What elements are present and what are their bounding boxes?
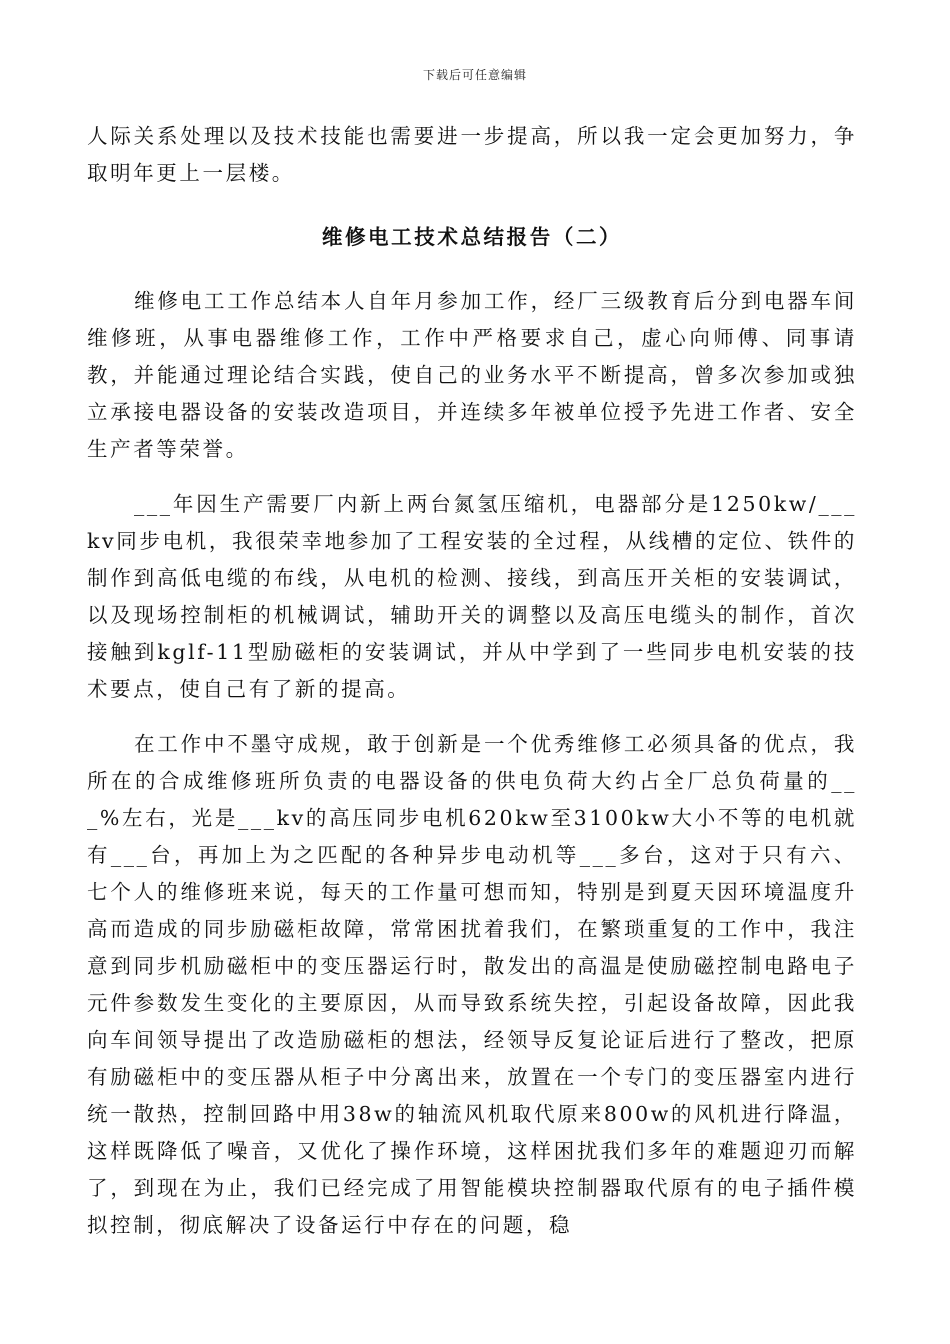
section-title: 维修电工技术总结报告（二） xyxy=(321,225,623,249)
body-paragraph-3: 在工作中不墨守成规，敢于创新是一个优秀维修工必须具备的优点，我所在的合成维修班所负责的电器设备的供电负荷大约占全厂总负荷量的___%左右，光是___kv的高压同步电机620kw至3100kw大小不等的电机就有___台，再加上为之匹配的各种异步电动机等___多台，这对于只有六、七个人的维修班来说，每天的工作量可想而知，特别是到夏天因环境温度升高而造成的同步励磁柜故障，常常困扰着我们，在繁琐重复的工作中，我注意到同步机励磁柜中的变压器运行时，散发出的高温是使励磁控制电路电子元件参数发生变化的主要原因，从而导致系统失控，引起设备故障，因此我向车间领导提出了改造励磁柜的想法，经领导反复论证后进行了整改，把原有励磁柜中的变压器从柜子中分离出来，放置在一个专门的变压器室内进行统一散热，控制回路中用38w的轴流风机取代原来800w的风机进行降温，这样既降低了噪音，又优化了操作环境，这样困扰我们多年的难题迎刃而解了，到现在为止，我们已经完成了用智能模块控制器取代原有的电子插件模拟控制，彻底解决了设备运行中存在的问题，稳 xyxy=(87,732,857,1237)
page-header-note: 下载后可任意编辑 xyxy=(422,68,527,82)
body-paragraph-2: ___年因生产需要厂内新上两台氮氢压缩机，电器部分是1250kw/___kv同步电机，我很荣幸地参加了工程安装的全过程，从线槽的定位、铁件的制作到高低电缆的布线，从电机的检测、接线，到高压开关柜的安装调试，以及现场控制柜的机械调试，辅助开关的调整以及高压电缆头的制作，首次接触到kglf-11型励磁柜的安装调试，并从中学到了一些同步电机安装的技术要点，使自己有了新的提高。 xyxy=(87,492,857,701)
document-body xyxy=(87,118,857,1244)
continuation-paragraph: 人际关系处理以及技术技能也需要进一步提高，所以我一定会更加努力，争取明年更上一层楼。 xyxy=(87,124,857,185)
body-paragraph-1: 维修电工工作总结本人自年月参加工作，经厂三级教育后分到电器车间维修班，从事电器维修工作，工作中严格要求自己，虚心向师傅、同事请教，并能通过理论结合实践，使自己的业务水平不断提高，曾多次参加或独立承接电器设备的安装改造项目，并连续多年被单位授予先进工作者、安全生产者等荣誉。 xyxy=(87,289,857,461)
